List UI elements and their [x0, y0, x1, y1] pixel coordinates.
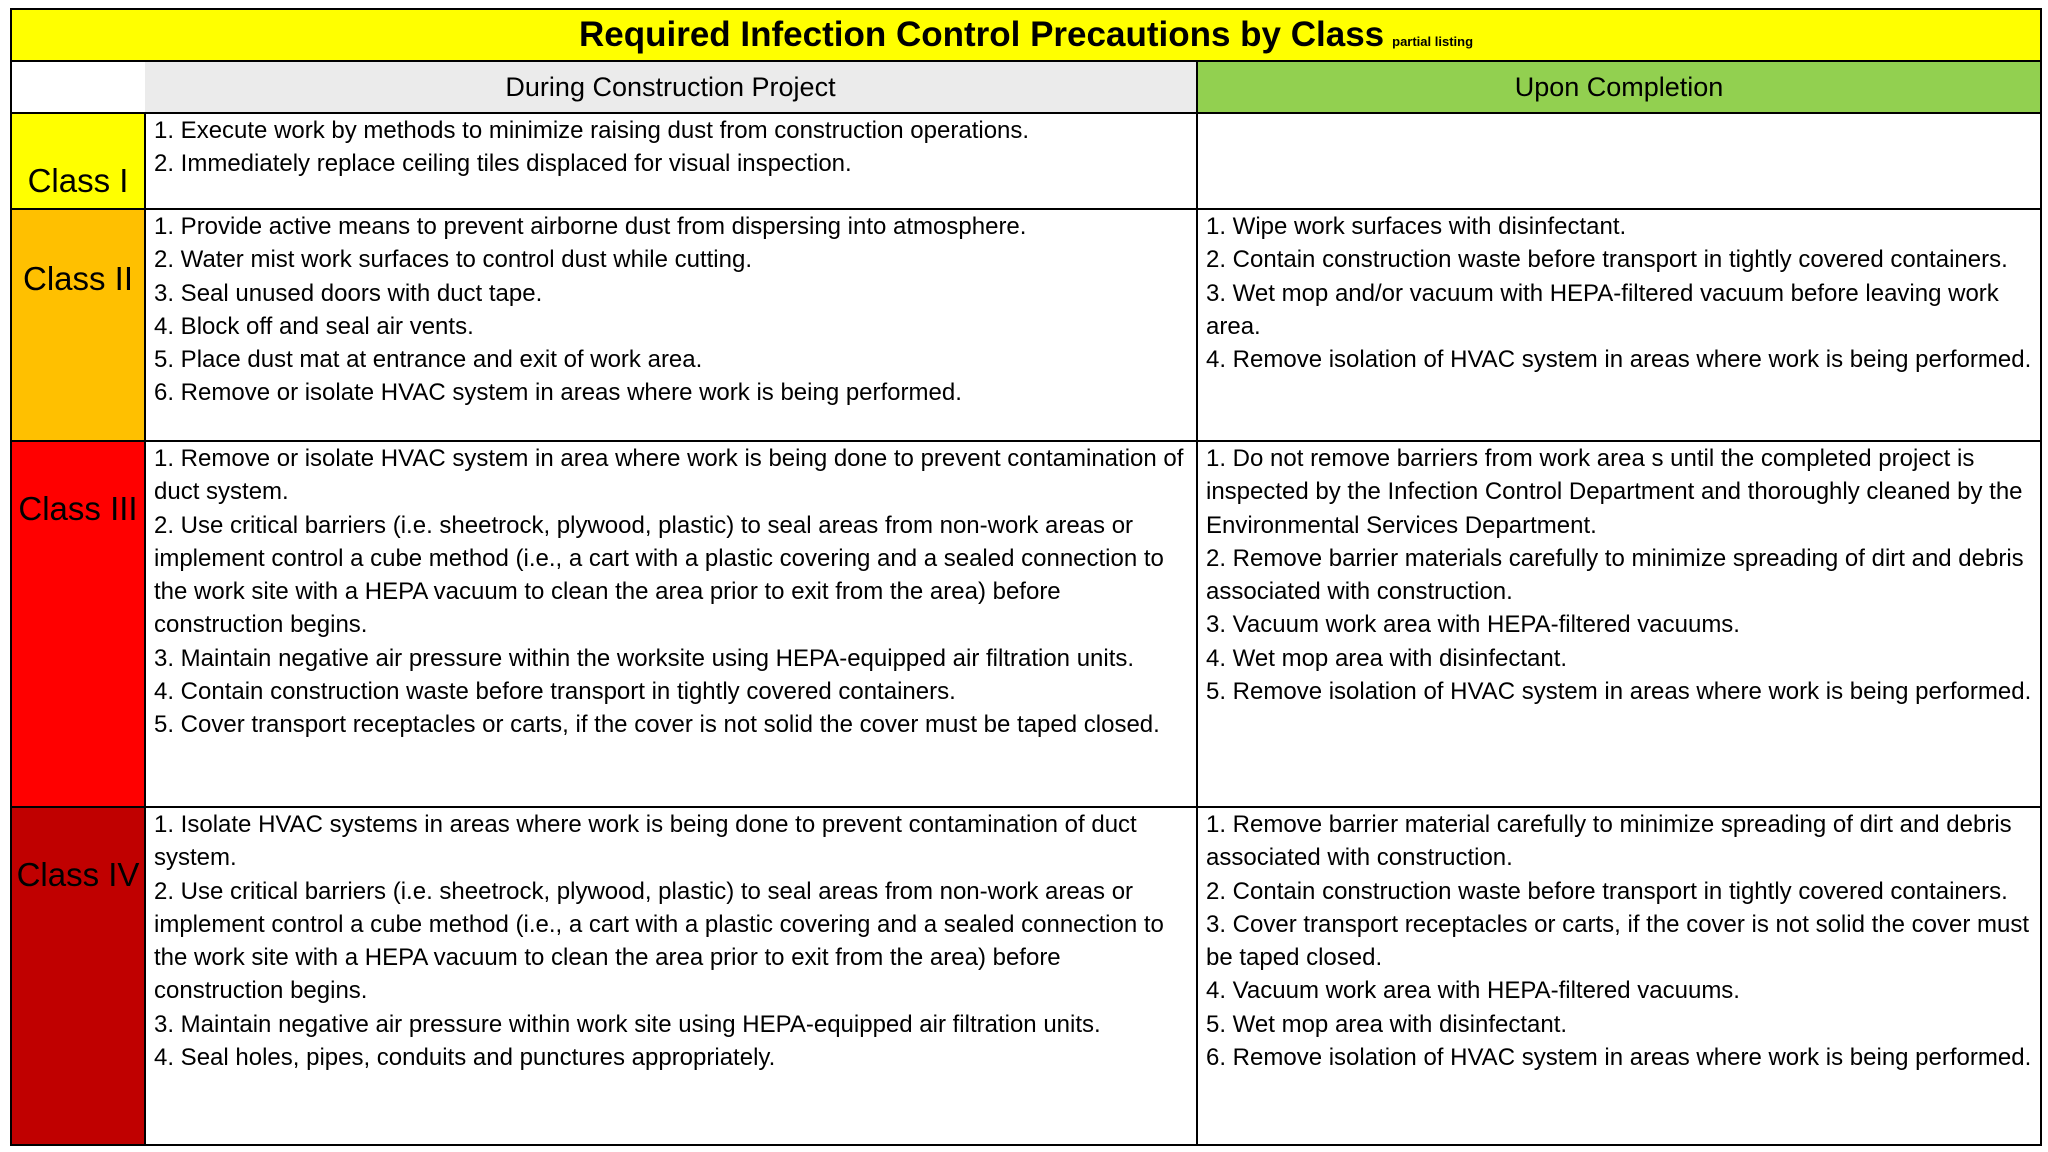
title-cell [11, 9, 2041, 61]
class-label-cell [11, 441, 145, 807]
class-label-cell [11, 209, 145, 441]
list-item: 1. Wipe work surfaces with disinfectant. [1206, 213, 1627, 240]
class-label: Class IV [16, 856, 140, 893]
during-cell [145, 807, 1197, 1145]
header-upon-completion: Upon Completion [1197, 61, 2041, 113]
list-item: 5. Wet mop area with disinfectant. [1206, 1010, 1568, 1038]
list-item: 1. Execute work by methods to minimize raising dust from construction operations. [154, 117, 1030, 144]
list-item: 4. Vacuum work area with HEPA-filtered vacuums. [1206, 977, 1740, 1005]
title-row [11, 9, 2041, 61]
list-item: 5. Remove isolation of HVAC system in areas where work is being performed. [1206, 678, 2032, 706]
class-label: Class I [27, 162, 129, 199]
class-label: Class III [18, 490, 138, 527]
header-row [11, 61, 2041, 113]
list-item: 1. Remove barrier material carefully to minimize spreading of dirt and debris associated with construction. [1206, 811, 2012, 872]
list-item: 4. Seal holes, pipes, conduits and punctures appropriately. [154, 1044, 776, 1072]
header-blank-cell [11, 61, 145, 113]
list-item: 4. Wet mop area with disinfectant. [1206, 644, 1568, 672]
list-item: 2. Use critical barriers (i.e. sheetrock, plywood, plastic) to seal areas from non-work areas or implement control a cube method (i.e., a cart with a plastic covering and a sealed connection to the work site with a HEPA vacuum to clean the area prior to exit from the area) before construction begins. [154, 877, 1164, 1005]
precautions-table [10, 8, 2042, 1146]
class-row [11, 209, 2041, 441]
list-item: 3. Wet mop and/or vacuum with HEPA-filtered vacuum before leaving work area. [1206, 279, 1999, 340]
class-label: Class II [22, 260, 134, 297]
list-item: 2. Water mist work surfaces to control dust while cutting. [154, 246, 752, 274]
class-label-cell [11, 113, 145, 209]
list-item: 3. Maintain negative air pressure within the worksite using HEPA-equipped air filtration units. [154, 644, 1135, 672]
list-item: 3. Cover transport receptacles or carts, if the cover is not solid the cover must be taped closed. [1206, 910, 2030, 972]
during-cell [145, 209, 1197, 441]
header-during-construction: During Construction Project [145, 61, 1197, 113]
list-item: 2. Remove barrier materials carefully to minimize spreading of dirt and debris associated with construction. [1206, 544, 2024, 606]
table-subtitle: partial listing [1392, 34, 1474, 49]
completion-cell [1197, 807, 2041, 1145]
list-item: 3. Vacuum work area with HEPA-filtered vacuums. [1206, 611, 1740, 639]
during-cell [145, 441, 1197, 807]
precautions-table-sheet [10, 8, 2040, 1146]
during-cell [145, 113, 1197, 209]
completion-cell [1197, 209, 2041, 441]
class-row [11, 807, 2041, 1145]
list-item: 5. Cover transport receptacles or carts, if the cover is not solid the cover must be taped closed. [154, 711, 1160, 739]
list-item: 3. Maintain negative air pressure within work site using HEPA-equipped air filtration units. [154, 1010, 1101, 1038]
completion-cell [1197, 441, 2041, 807]
class-label-cell [11, 807, 145, 1145]
list-item: 2. Contain construction waste before transport in tightly covered containers. [1206, 877, 2008, 905]
class-row [11, 441, 2041, 807]
list-item: 1. Remove or isolate HVAC system in area where work is being done to prevent contamination of duct system. [154, 445, 1184, 506]
list-item: 4. Contain construction waste before transport in tightly covered containers. [154, 678, 956, 706]
list-item: 4. Block off and seal air vents. [154, 312, 474, 340]
list-item: 3. Seal unused doors with duct tape. [154, 279, 543, 307]
list-item: 6. Remove isolation of HVAC system in areas where work is being performed. [1206, 1044, 2032, 1072]
list-item: 6. Remove or isolate HVAC system in areas where work is being performed. [154, 379, 962, 407]
list-item: 1. Isolate HVAC systems in areas where work is being done to prevent contamination of duct system. [154, 811, 1137, 872]
list-item: 1. Do not remove barriers from work area s until the completed project is inspected by the Infection Control Department and thoroughly cleaned by the Environmental Services Department. [1206, 445, 2023, 539]
list-item: 4. Remove isolation of HVAC system in areas where work is being performed. [1206, 346, 2032, 374]
list-item: 2. Use critical barriers (i.e. sheetrock, plywood, plastic) to seal areas from non-work areas or implement control a cube method (i.e., a cart with a plastic covering and a sealed connection to the work site with a HEPA vacuum to clean the area prior to exit from the area) before construction begins. [154, 511, 1164, 639]
completion-cell [1197, 113, 2041, 209]
list-item: 5. Place dust mat at entrance and exit of work area. [154, 346, 703, 374]
list-item: 1. Provide active means to prevent airborne dust from dispersing into atmosphere. [154, 213, 1027, 240]
table-title: Required Infection Control Precautions by Class [578, 15, 1385, 54]
list-item: 2. Immediately replace ceiling tiles displaced for visual inspection. [154, 150, 852, 178]
list-item: 2. Contain construction waste before transport in tightly covered containers. [1206, 246, 2008, 274]
class-row [11, 113, 2041, 209]
